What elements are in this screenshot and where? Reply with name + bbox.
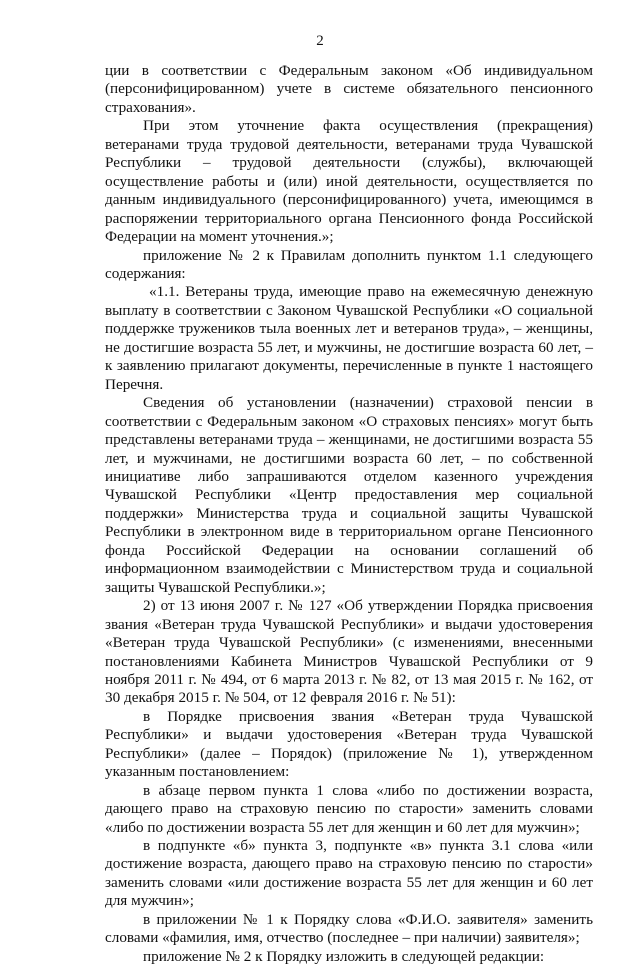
paragraph-6: 2) от 13 июня 2007 г. № 127 «Об утверждении Порядка присвоения звания «Ветеран труда Чувашской Республики» и выдачи удостоверения «Ветеран труда Чувашской Республики» (с изменениями, внесенными постановлениями Кабинета Министров Чувашской Республики от 9 ноября 2011 г. № 494, от 6 марта 2013 г. № 82, от 13 мая 2015 г. № 162, от 30 декабря 2015 г. № 504, от 12 февраля 2016 г. № 51): (105, 597, 593, 707)
paragraph-11: приложение № 2 к Порядку изложить в следующей редакции: (143, 947, 545, 965)
paragraph-4: «1.1. Ветераны труда, имеющие право на ежемесячную денежную выплату в соответствии с Законом Чувашской Республики «О социальной поддержке тружеников тыла военных лет и ветеранов труда», – женщины, не достигшие возраста 55 лет, и мужчины, не достигшие возраста 60 лет, – к заявлению прилагают документы, перечисленные в пункте 1 настоящего Перечня. (105, 283, 593, 393)
paragraph-8: в абзаце первом пункта 1 слова «либо по достижении возраста, дающего право на страховую пенсию по старости» заменить словами «либо по достижении возраста 55 лет для женщин и 60 лет для мужчин»; (105, 781, 593, 836)
paragraph-5: Сведения об установлении (назначении) страховой пенсии в соответствии с Федеральным законом «О страховых пенсиях» могут быть представлены ветеранами труда – женщинами, не достигшими возраста 55 лет, и мужчинами, не достигшими возраста 60 лет, – по собственной инициативе либо запрашиваются отделом казенного учреждения Чувашской Республики «Центр предоставления мер социальной поддержки» Министерства труда и социальной защиты Чувашской Республики в электронном виде в территориальном органе Пенсионного фонда Российской Федерации на основании соглашений об информационном взаимодействии с Министерством труда и социальной защиты Чувашской Республики.»; (105, 394, 593, 596)
paragraph-3: приложение № 2 к Правилам дополнить пунктом 1.1 следующего содержания: (105, 246, 593, 282)
paragraph-7: в Порядке присвоения звания «Ветеран труда Чувашской Республики» и выдачи удостоверения «Ветеран труда Чувашской Республики» (далее – Порядок) (приложение № 1), утвержденном указанным постановлением: (105, 707, 593, 781)
paragraph-2: При этом уточнение факта осуществления (прекращения) ветеранами труда трудовой деятельности, ветеранами труда Чувашской Республики – трудовой деятельности (службы), включающей осуществление работы и (или) иной деятельности, осуществляется по данным индивидуального (персонифицированного) учета, имеющимся в распоряжении территориального органа Пенсионного фонда Российской Федерации на момент уточнения.»; (105, 117, 593, 246)
paragraph-10: в приложении № 1 к Порядку слова «Ф.И.О. заявителя» заменить словами «фамилия, имя, отчество (последнее – при наличии) заявителя»; (105, 910, 593, 947)
page-number: 2 (316, 33, 324, 49)
paragraph-1: ции в соответствии с Федеральным законом «Об индивидуальном (персонифицированном) учете в системе обязательного пенсионного страхования». (105, 62, 593, 116)
paragraph-9: в подпункте «б» пункта 3, подпункте «в» пункта 3.1 слова «или достижение возраста, дающего право на страховую пенсию по старости» заменить словами «или достижение возраста 55 лет для женщин и 60 лет для мужчин»; (105, 837, 593, 910)
document-body (105, 62, 593, 966)
